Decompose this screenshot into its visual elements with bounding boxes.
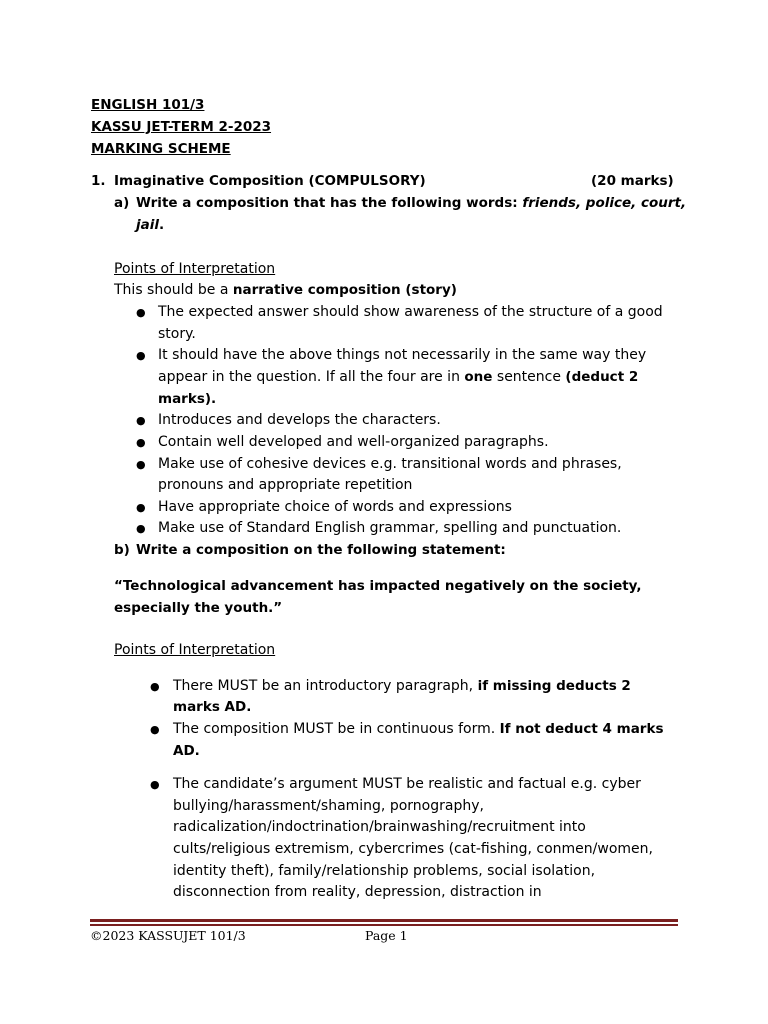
- bullet-b1-line1: [173, 676, 631, 698]
- part-b-prompt: Write a composition on the following statement:: [136, 542, 506, 558]
- footer-page-number: Page 1: [365, 928, 408, 943]
- bullet-icon: ●: [136, 436, 146, 449]
- bullet-b2-line1: [173, 719, 663, 741]
- interpretation-heading-a: Points of Interpretation: [114, 261, 276, 277]
- bullet-b1-plain: There MUST be an introductory paragraph,: [173, 678, 478, 694]
- bullet-icon: ●: [136, 458, 146, 471]
- course-title: ENGLISH 101/3: [91, 97, 205, 113]
- bullet-icon: ●: [150, 723, 160, 736]
- bullet-a2-line1: It should have the above things not necessarily in the same way they: [158, 347, 647, 363]
- footer-copyright: ©2023 KASSUJET 101/3: [90, 928, 246, 943]
- bullet-b1-bold: if missing deducts 2: [477, 678, 631, 694]
- part-a-period: .: [159, 217, 165, 233]
- part-a-prompt-text: Write a composition that has the following words:: [136, 195, 523, 211]
- bullet-icon: ●: [136, 414, 146, 427]
- intro-bold: narrative composition (story): [232, 282, 457, 298]
- bullet-a2-bold-one: one: [464, 369, 493, 385]
- interpretation-heading-b: Points of Interpretation: [114, 642, 276, 658]
- interpretation-intro: [114, 280, 457, 302]
- document-title: MARKING SCHEME: [91, 141, 231, 157]
- part-b-quote-line1: “Technological advancement has impacted negatively on the society,: [114, 578, 642, 594]
- bullet-a1-line1: The expected answer should show awareness of the structure of a good: [158, 304, 663, 320]
- bullet-icon: ●: [136, 306, 146, 319]
- bullet-b3-line1: The candidate’s argument MUST be realistic and factual e.g. cyber: [173, 776, 641, 792]
- bullet-a2-plain2: sentence: [492, 369, 566, 385]
- bullet-icon: ●: [136, 522, 146, 535]
- bullet-b1-line2: marks AD.: [173, 699, 252, 715]
- bullet-a7: Make use of Standard English grammar, spelling and punctuation.: [158, 520, 622, 536]
- bullet-b3-line3: radicalization/indoctrination/brainwashing/recruitment into: [173, 819, 586, 835]
- intro-plain: This should be a: [114, 282, 233, 298]
- bullet-icon: ●: [136, 349, 146, 362]
- bullet-a2-deduct: (deduct 2: [565, 369, 639, 385]
- bullet-b3-line4: cults/religious extremism, cybercrimes (cat-fishing, conmen/women,: [173, 841, 653, 857]
- bullet-a5-line2: pronouns and appropriate repetition: [158, 477, 413, 493]
- bullet-a2-line3: marks).: [158, 391, 217, 407]
- footer-divider: [90, 919, 678, 922]
- bullet-icon: ●: [150, 778, 160, 791]
- part-a-prompt: [136, 193, 686, 215]
- part-b-quote-line2: especially the youth.”: [114, 600, 283, 616]
- part-a-prompt-cont: [136, 215, 164, 237]
- bullet-b3-line6: disconnection from reality, depression, distraction in: [173, 884, 542, 900]
- bullet-icon: ●: [150, 680, 160, 693]
- question-number: 1.: [91, 173, 106, 189]
- bullet-b2-line2: AD.: [173, 743, 200, 759]
- bullet-a6: Have appropriate choice of words and expressions: [158, 499, 512, 515]
- bullet-b3-line5: identity theft), family/relationship problems, social isolation,: [173, 863, 596, 879]
- part-a-label: a): [114, 195, 130, 211]
- bullet-b2-plain: The composition MUST be in continuous form.: [173, 721, 500, 737]
- question-marks: (20 marks): [591, 173, 674, 189]
- bullet-a2-line2: [158, 367, 638, 389]
- bullet-a2-plain: appear in the question. If all the four are in: [158, 369, 465, 385]
- bullet-b2-bold: If not deduct 4 marks: [499, 721, 664, 737]
- bullet-a3: Introduces and develops the characters.: [158, 412, 441, 428]
- part-a-words-cont: jail: [136, 217, 159, 233]
- question-title: Imaginative Composition (COMPULSORY): [114, 173, 426, 189]
- exam-title: KASSU JET-TERM 2-2023: [91, 119, 272, 135]
- bullet-a5-line1: Make use of cohesive devices e.g. transitional words and phrases,: [158, 456, 622, 472]
- bullet-b3-line2: bullying/harassment/shaming, pornography,: [173, 798, 484, 814]
- bullet-icon: ●: [136, 501, 146, 514]
- bullet-a4: Contain well developed and well-organized paragraphs.: [158, 434, 549, 450]
- part-b-label: b): [114, 542, 130, 558]
- part-a-words: friends, police, court,: [522, 195, 687, 211]
- bullet-a1-line2: story.: [158, 326, 196, 342]
